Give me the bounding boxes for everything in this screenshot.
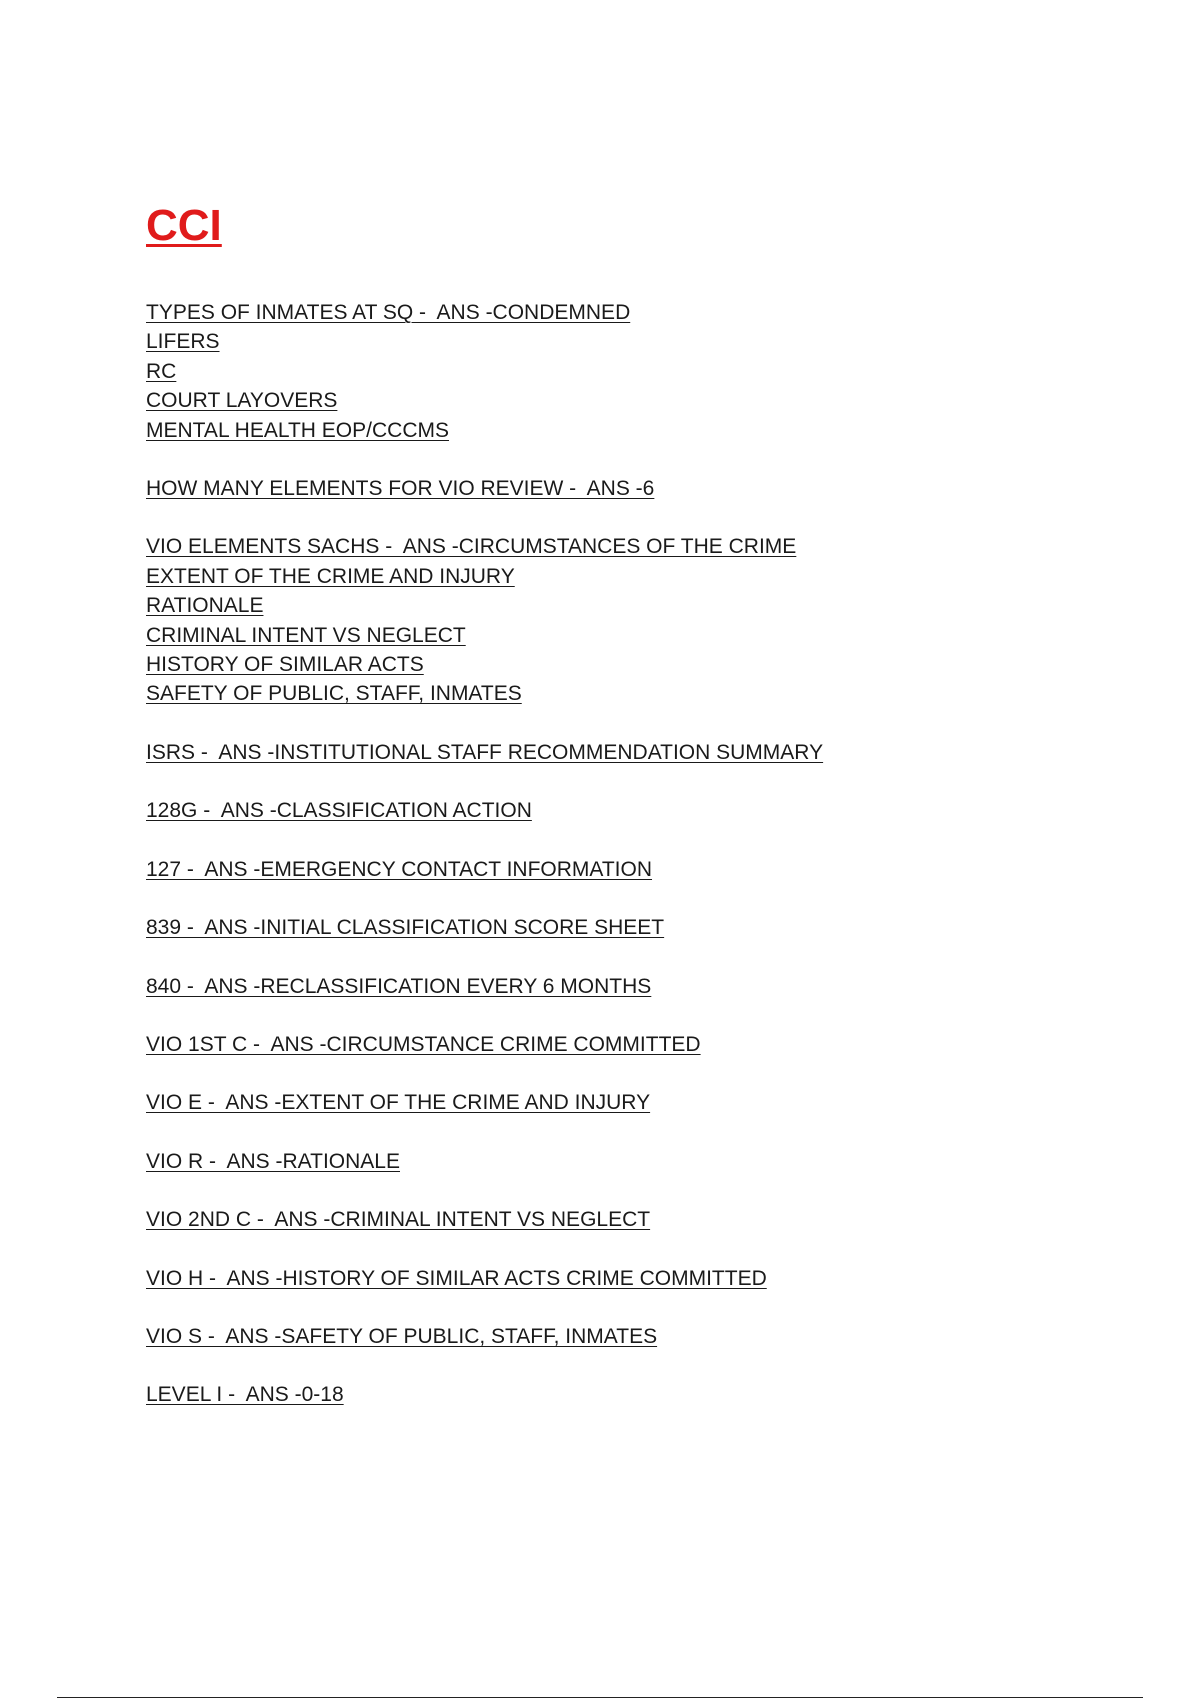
qa-entry-question: VIO 1ST C - ANS -CIRCUMSTANCE CRIME COMMITTED	[146, 1032, 701, 1056]
qa-entry	[146, 1147, 1146, 1176]
qa-entry	[146, 532, 1146, 708]
qa-entry-answer-line: EXTENT OF THE CRIME AND INJURY	[146, 564, 515, 588]
qa-list	[146, 298, 1146, 1439]
qa-entry	[146, 738, 1146, 767]
qa-entry-question: VIO H - ANS -HISTORY OF SIMILAR ACTS CRIME COMMITTED	[146, 1266, 767, 1290]
qa-entry-question: 839 - ANS -INITIAL CLASSIFICATION SCORE SHEET	[146, 916, 665, 940]
qa-entry	[146, 855, 1146, 884]
qa-entry	[146, 796, 1146, 825]
qa-entry	[146, 1322, 1146, 1351]
qa-entry-question: VIO R - ANS -RATIONALE	[146, 1149, 400, 1173]
qa-entry-question: ISRS - ANS -INSTITUTIONAL STAFF RECOMMENDATION SUMMARY	[146, 740, 824, 764]
qa-entry	[146, 913, 1146, 942]
qa-entry-answer-line: HISTORY OF SIMILAR ACTS	[146, 653, 424, 677]
qa-entry	[146, 972, 1146, 1001]
footer-divider	[57, 1697, 1143, 1698]
qa-entry-question: VIO 2ND C - ANS -CRIMINAL INTENT VS NEGLECT	[146, 1208, 651, 1232]
qa-entry	[146, 1205, 1146, 1234]
qa-entry	[146, 1264, 1146, 1293]
qa-entry-answer-line: COURT LAYOVERS	[146, 389, 338, 413]
qa-entry-answer-line: SAFETY OF PUBLIC, STAFF, INMATES	[146, 682, 522, 706]
qa-entry-answer-line: CRIMINAL INTENT VS NEGLECT	[146, 623, 466, 647]
qa-entry-question: VIO S - ANS -SAFETY OF PUBLIC, STAFF, INMATES	[146, 1324, 658, 1348]
qa-entry	[146, 298, 1146, 445]
qa-entry-question: 128G - ANS -CLASSIFICATION ACTION	[146, 799, 532, 823]
qa-entry-question: LEVEL I - ANS -0-18	[146, 1383, 344, 1407]
qa-entry-question: 840 - ANS -RECLASSIFICATION EVERY 6 MONTHS	[146, 974, 652, 998]
qa-entry-answer-line: RC	[146, 359, 177, 383]
qa-entry-question: 127 - ANS -EMERGENCY CONTACT INFORMATION	[146, 857, 653, 881]
qa-entry-answer-line: LIFERS	[146, 330, 220, 354]
qa-entry	[146, 1380, 1146, 1409]
qa-entry	[146, 1088, 1146, 1117]
qa-entry	[146, 1030, 1146, 1059]
qa-entry-question: TYPES OF INMATES AT SQ - ANS -CONDEMNED	[146, 301, 631, 324]
qa-entry-question: VIO E - ANS -EXTENT OF THE CRIME AND INJURY	[146, 1091, 651, 1115]
qa-entry-question: HOW MANY ELEMENTS FOR VIO REVIEW - ANS -6	[146, 477, 655, 501]
qa-entry	[146, 474, 1146, 503]
page-title: CCI	[146, 201, 222, 250]
qa-entry-question: VIO ELEMENTS SACHS - ANS -CIRCUMSTANCES OF THE CRIME	[146, 535, 797, 559]
qa-entry-answer-line: MENTAL HEALTH EOP/CCCMS	[146, 418, 449, 442]
qa-entry-answer-line: RATIONALE	[146, 594, 264, 618]
